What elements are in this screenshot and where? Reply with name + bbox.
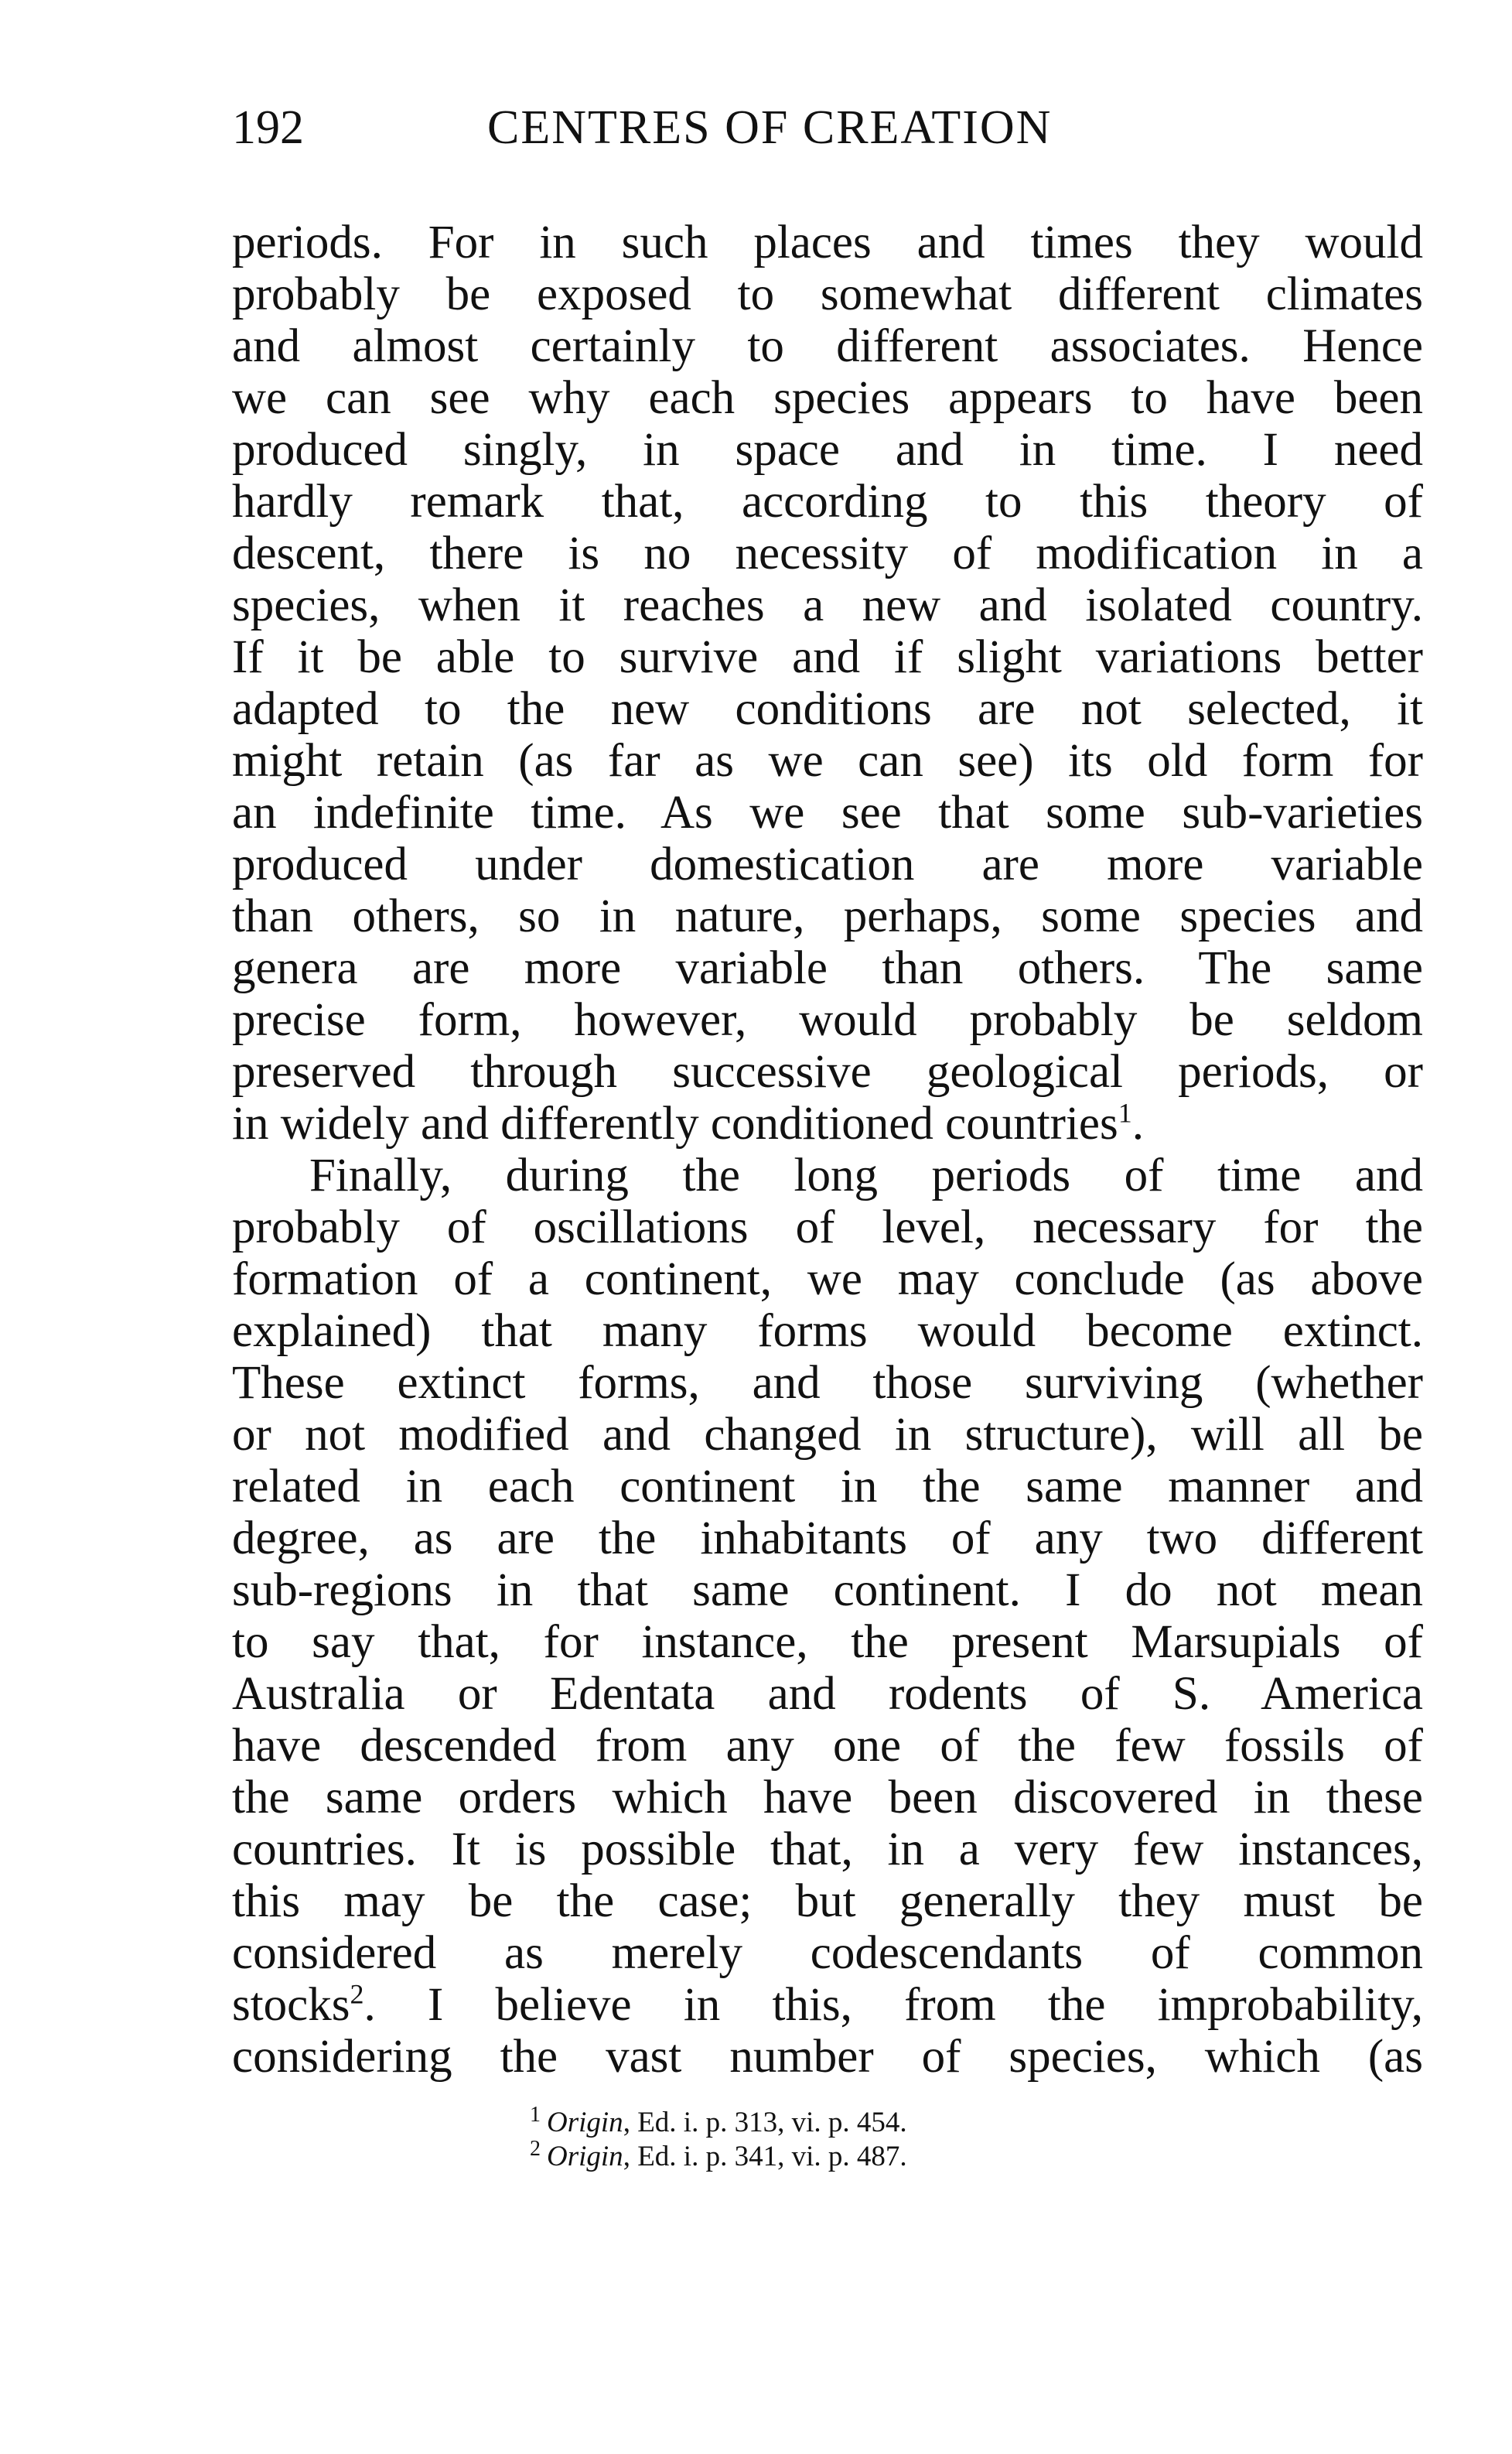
text-line: formation of a continent, we may conclude (as above — [232, 1253, 1423, 1305]
text-line: related in each continent in the same manner and — [232, 1461, 1423, 1512]
footnote-reference-text: , Ed. i. p. 313, vi. p. 454. — [623, 2107, 907, 2138]
text-line: and almost certainly to different associates. Hence — [232, 320, 1423, 372]
text-line: considered as merely codescendants of common — [232, 1927, 1423, 1979]
text-line: this may be the case; but generally they must be — [232, 1875, 1423, 1927]
footnote-mark: 1 — [530, 2102, 541, 2127]
footnotes — [232, 2102, 1423, 2174]
text-line: If it be able to survive and if slight variations better — [232, 631, 1423, 683]
footnote-mark: 2 — [530, 2136, 541, 2161]
running-head-title: CENTRES OF CREATION — [487, 101, 1053, 154]
line-text: stocks — [232, 1979, 350, 2031]
text-line: produced under domestication are more variable — [232, 839, 1423, 890]
text-line: preserved through successive geological periods, or — [232, 1046, 1423, 1098]
text-line: These extinct forms, and those surviving (whether — [232, 1357, 1423, 1409]
text-line: the same orders which have been discovered in these — [232, 1772, 1423, 1823]
text-line: or not modified and changed in structure), will all be — [232, 1409, 1423, 1461]
text-line: genera are more variable than others. The same — [232, 942, 1423, 994]
running-head — [232, 93, 1423, 162]
text-line: Australia or Edentata and rodents of S. America — [232, 1668, 1423, 1720]
footnote-reference[interactable]: 1 — [1118, 1097, 1132, 1129]
page-number: 192 — [232, 101, 304, 154]
text-line: probably be exposed to somewhat different climates — [232, 268, 1423, 320]
text-line: to say that, for instance, the present Marsupials of — [232, 1616, 1423, 1668]
text-line: probably of oscillations of level, necessary for the — [232, 1201, 1423, 1253]
body-text — [232, 217, 1423, 2083]
text-line: Finally, during the long periods of time and — [309, 1150, 1423, 1201]
text-line: hardly remark that, according to this theory of — [232, 476, 1423, 528]
text-line — [232, 1979, 1423, 2031]
footnote-reference-text: , Ed. i. p. 341, vi. p. 487. — [623, 2141, 907, 2172]
text-line: degree, as are the inhabitants of any two different — [232, 1512, 1423, 1564]
line-end-punctuation: . — [1131, 1098, 1144, 1150]
footnote-work-title: Origin — [547, 2141, 623, 2172]
text-line: countries. It is possible that, in a very few instances, — [232, 1823, 1423, 1875]
text-line: produced singly, in space and in time. I need — [232, 424, 1423, 476]
text-line: species, when it reaches a new and isolated country. — [232, 579, 1423, 631]
text-line: might retain (as far as we can see) its old form for — [232, 735, 1423, 787]
text-line: sub-regions in that same continent. I do not mean — [232, 1564, 1423, 1616]
paragraph-2 — [232, 1150, 1423, 2083]
text-line: adapted to the new conditions are not selected, it — [232, 683, 1423, 735]
text-line: precise form, however, would probably be seldom — [232, 994, 1423, 1046]
footnote-reference[interactable]: 2 — [350, 1978, 364, 2010]
paragraph-1 — [232, 217, 1423, 1150]
text-line: periods. For in such places and times they would — [232, 217, 1423, 268]
footnote-work-title: Origin — [547, 2107, 623, 2138]
line-text: in widely and differently conditioned countries — [232, 1098, 1118, 1150]
text-line: we can see why each species appears to have been — [232, 372, 1423, 424]
text-line — [232, 1098, 1423, 1150]
text-line: than others, so in nature, perhaps, some species and — [232, 890, 1423, 942]
text-line: descent, there is no necessity of modification in a — [232, 528, 1423, 579]
text-line: have descended from any one of the few fossils of — [232, 1720, 1423, 1772]
text-line: explained) that many forms would become extinct. — [232, 1305, 1423, 1357]
book-page — [232, 93, 1423, 2174]
text-line: an indefinite time. As we see that some sub-varieties — [232, 787, 1423, 839]
footnote — [530, 2102, 1423, 2140]
line-text: . I believe in this, from the improbability, — [363, 1979, 1423, 2031]
footnote — [530, 2136, 1423, 2174]
text-line: considering the vast number of species, which (as — [232, 2031, 1423, 2083]
